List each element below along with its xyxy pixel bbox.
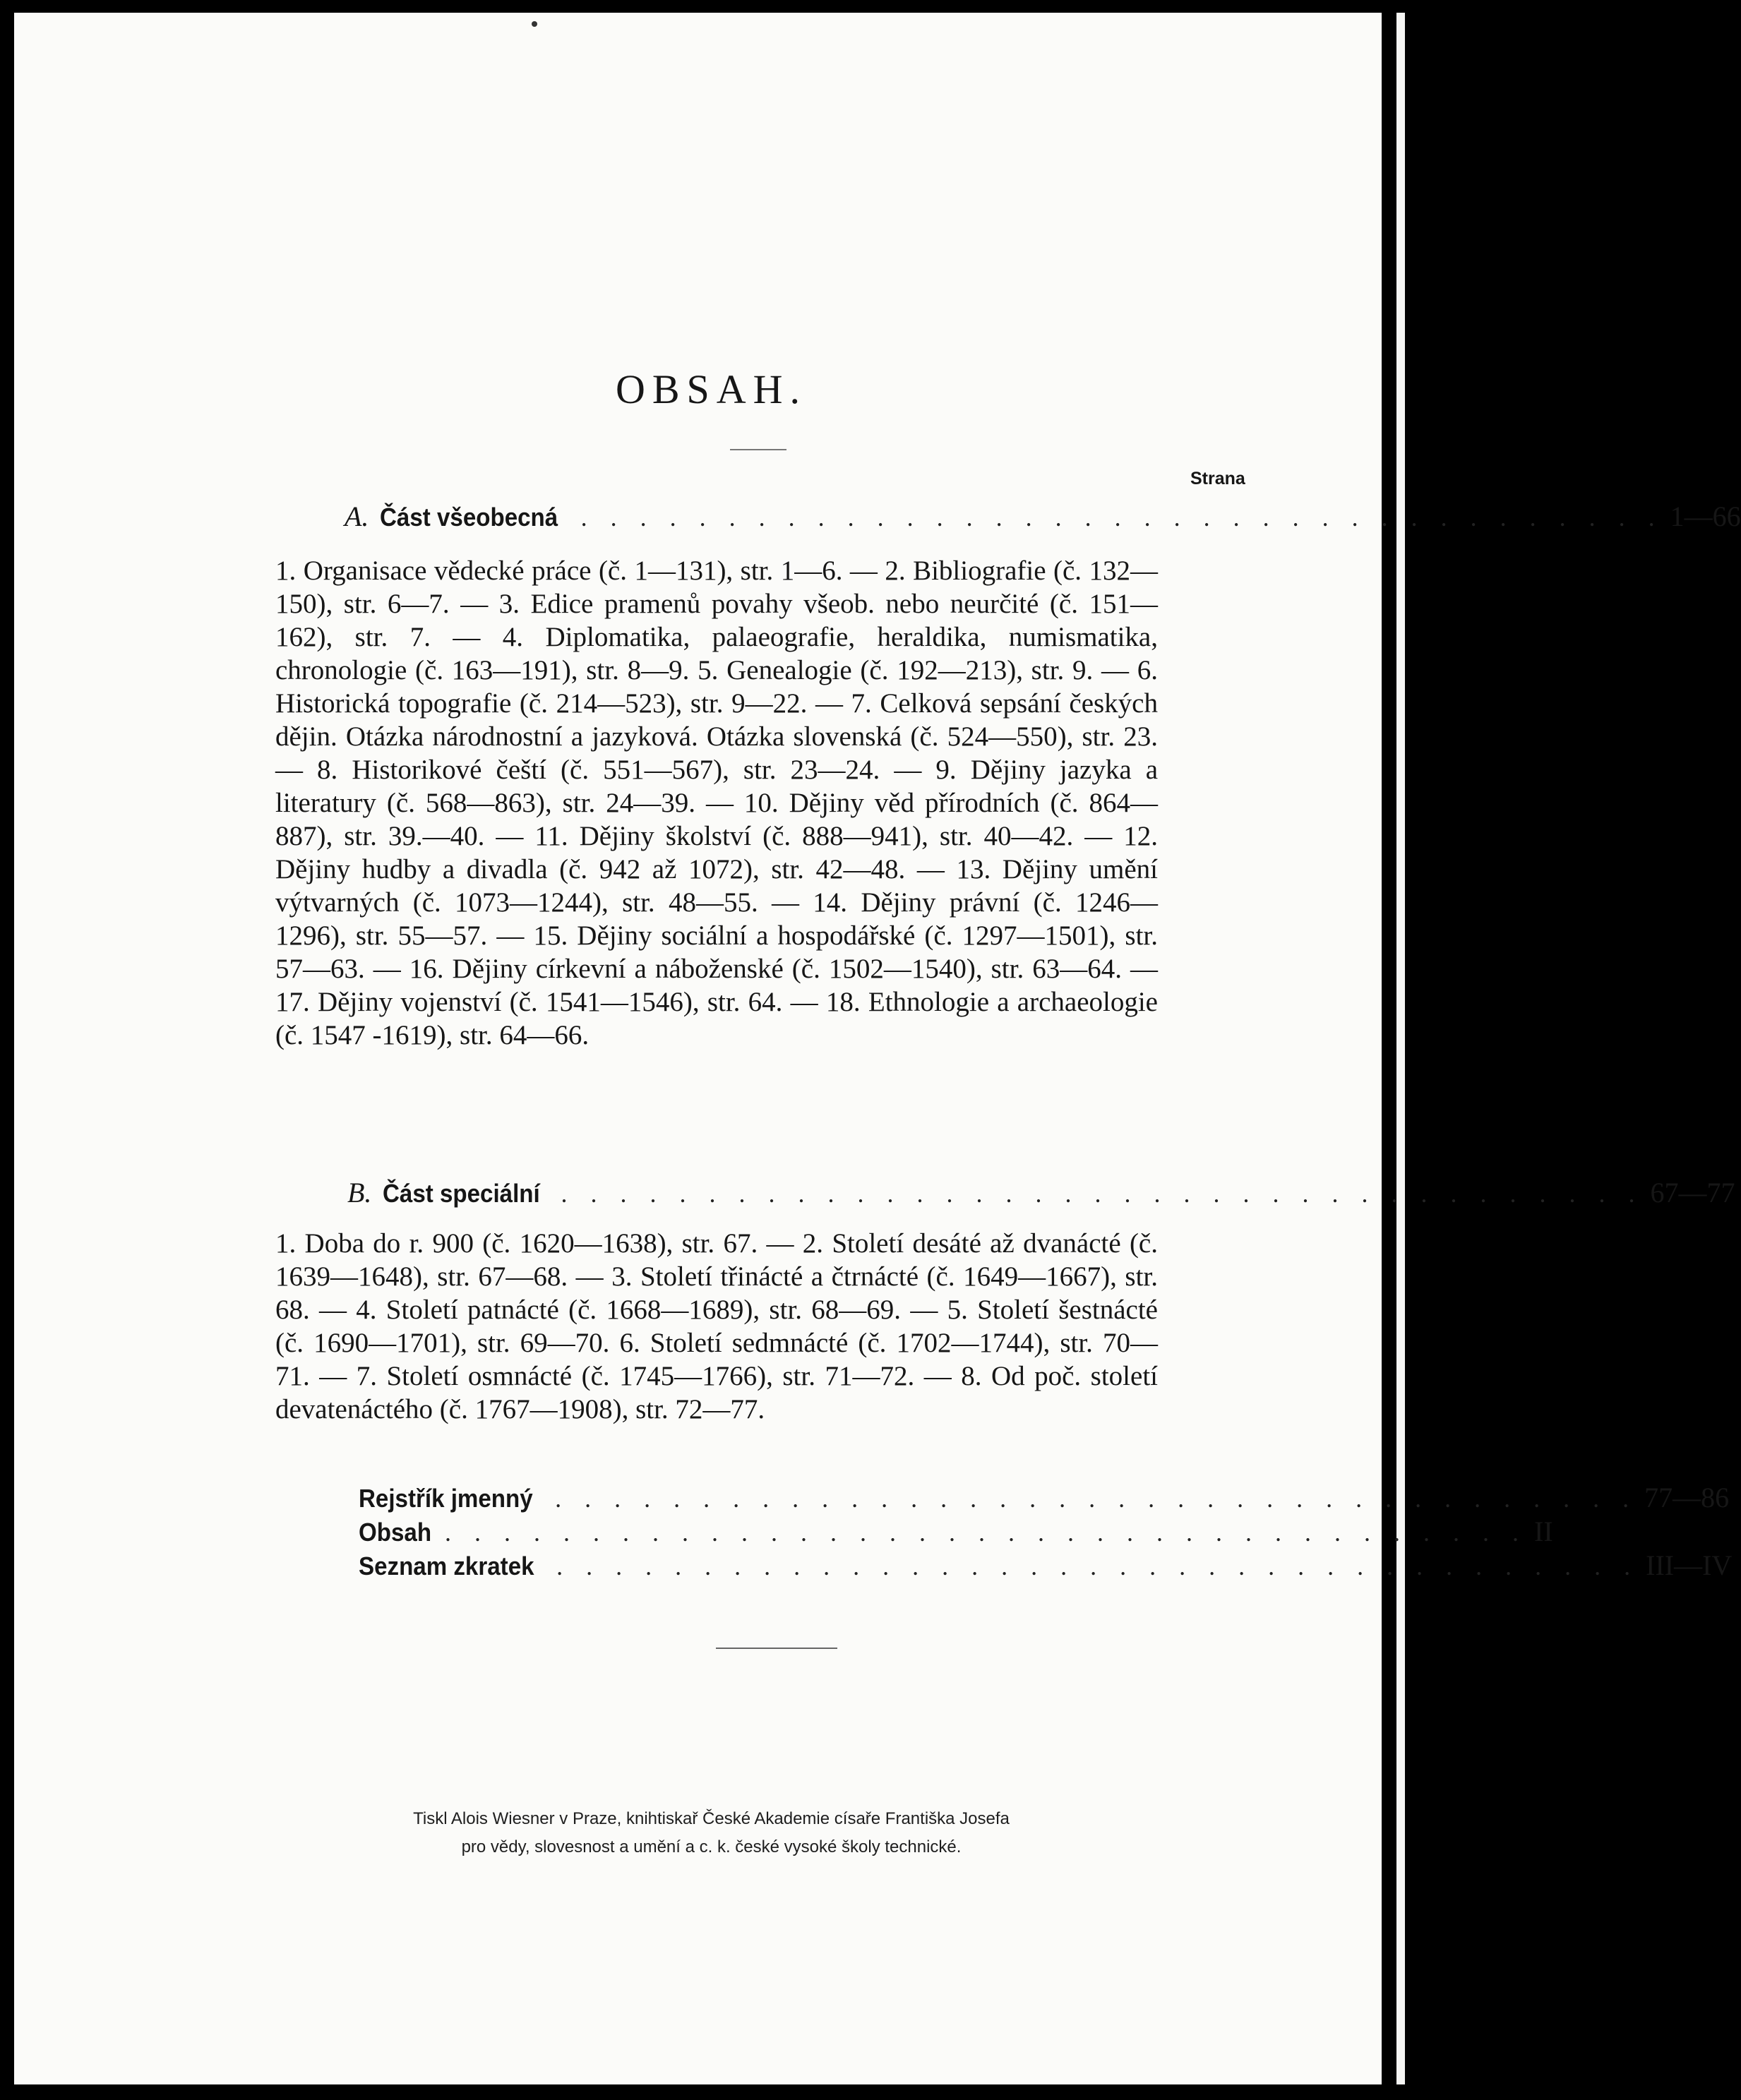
title-divider — [730, 449, 786, 450]
entry-heading: Seznam zkratek — [359, 1552, 534, 1580]
section-letter: B. — [347, 1177, 372, 1208]
leader-dots: . . . . . . . . . . . . . . . . . . . . . . . . . . . . . . . . . . . . . — [580, 503, 1663, 532]
section-a-contents: 1. Organisace vědecké práce (č. 1—131), str. 1—6. — 2. Bibliografie (č. 132—150), str. 6—7. — 3. Edice pramenů povahy všeob. nebo neurčité (č. 151—162), str. 7. — 4. Diplomatika, palaeografie, heraldika, numismatika, chronologie (č. 163—191), str. 8—9. 5. Genealogie (č. 192—213), str. 9. — 6. Historická topografie (č. 214—523), str. 9—22. — 7. Celková sepsání českých dějin. Otázka národnostní a jazyková. Otázka slovenská (č. 524—550), str. 23. — 8. Historikové čeští (č. 551—567), str. 23—24. — 9. Dějiny jazyka a literatury (č. 568—863), str. 24—39. — 10. Dějiny věd přírodních (č. 864—887), str. 39.—40. — 11. Dějiny školství (č. 888—941), str. 40—42. — 12. Dějiny hudby a divadla (č. 942 až 1072), str. 42—48. — 13. Dějiny umění výtvarných (č. 1073—1244), str. 48—55. — 14. Dějiny právní (č. 1246—1296), str. 55—57. — 15. Dějiny sociální a hospodářské (č. 1297—1501), str. 57—63. — 16. Dějiny církevní a náboženské (č. 1502—1540), str. 63—64. — 17. Dějiny vojenství (č. 1541—1546), str. 64. — 18. Ethnologie a archaeologie (č. 1547 -1619), str. 64—66. — [275, 556, 1158, 1050]
section-heading: Část speciální — [383, 1179, 541, 1208]
toc-entry-section-b[interactable] — [347, 1176, 1735, 1216]
section-pages: 67—77 — [1650, 1177, 1735, 1208]
page-edge — [1396, 13, 1405, 2084]
bottom-divider — [716, 1648, 837, 1649]
entry-heading: Obsah — [359, 1518, 432, 1547]
toc-entry-section-a[interactable] — [345, 500, 1741, 539]
section-letter: A. — [345, 500, 369, 532]
leader-dots: . . . . . . . . . . . . . . . . . . . . . . . . . . . . . . . . . . . . . — [561, 1180, 1644, 1208]
printer-imprint-line-1: Tiskl Alois Wiesner v Praze, knihtiskař České Akademie císaře Františka Josefa — [413, 1809, 1010, 1828]
toc-entry-abbreviations[interactable] — [359, 1549, 1733, 1588]
ink-speck — [532, 21, 537, 27]
section-b-contents: 1. Doba do r. 900 (č. 1620—1638), str. 67. — 2. Století desáté až dvanácté (č. 1639—1648), str. 67—68. — 3. Století třinácté a čtrnácté (č. 1649—1667), str. 68. — 4. Století patnácté (č. 1668—1689), str. 68—69. — 5. Století šestnácté (č. 1690—1701), str. 69—70. 6. Století sedmnácté (č. 1702—1744), str. 70—71. — 7. Století osmnácté (č. 1745—1766), str. 71—72. — 8. Od poč. století devatenáctého (č. 1767—1908), str. 72—77. — [275, 1228, 1158, 1424]
section-heading: Část všeobecná — [380, 503, 558, 532]
section-pages: 1—66 — [1670, 500, 1741, 532]
page-title: OBSAH. — [615, 366, 808, 412]
leader-dots: . . . . . . . . . . . . . . . . . . . . . . . . . . . . . . . . . . . . . — [445, 1518, 1528, 1547]
entry-pages: II — [1534, 1516, 1553, 1547]
leader-dots: . . . . . . . . . . . . . . . . . . . . . . . . . . . . . . . . . . . . . — [556, 1552, 1639, 1580]
entry-pages: III—IV — [1646, 1549, 1733, 1581]
entry-pages: 77—86 — [1644, 1482, 1730, 1513]
printer-imprint-line-2: pro vědy, slovesnost a umění a c. k. české vysoké školy technické. — [461, 1837, 962, 1856]
page-column-header: Strana — [1190, 469, 1245, 488]
entry-heading: Rejstřík jmenný — [359, 1484, 533, 1513]
leader-dots: . . . . . . . . . . . . . . . . . . . . . . . . . . . . . . . . . . . . . — [555, 1484, 1638, 1513]
